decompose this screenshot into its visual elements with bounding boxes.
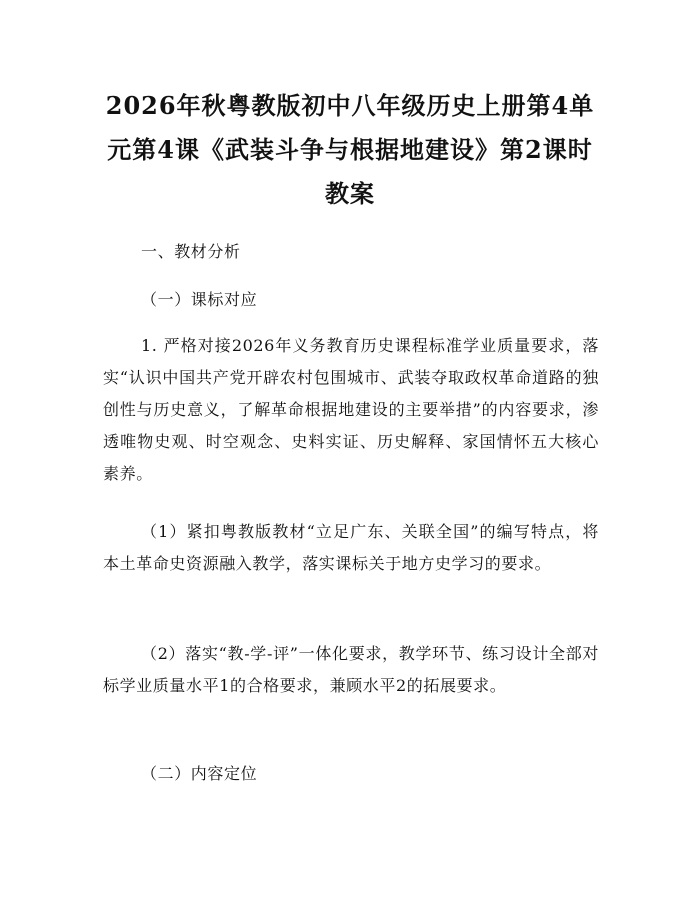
paragraph-point-2: （2）落实“教-学-评”一体化要求，教学环节、练习设计全部对标学业质量水平1的合格要求，兼顾水平2的拓展要求。 (103, 644, 599, 695)
section-heading-textbook-analysis: 一、教材分析 (141, 242, 241, 261)
document-title: 2026年秋粤教版初中八年级历史上册第4单元第4课《武装斗争与根据地建设》第2课时教案 (105, 91, 595, 208)
subsection-heading-content-positioning: （二）内容定位 (141, 764, 258, 783)
paragraph-item-1: 1. 严格对接2026年义务教育历史课程标准学业质量要求，落实“认识中国共产党开辟农村包围城市、武装夺取政权革命道路的独创性与历史意义，了解革命根据地建设的主要举措”的内容要求，渗透唯物史观、时空观念、史料实证、历史解释、家国情怀五大核心素养。 (103, 336, 599, 483)
subsection-heading-curriculum-standard: （一）课标对应 (141, 290, 258, 309)
paragraph-point-1: （1）紧扣粤教版教材“立足广东、关联全国”的编写特点，将本土革命史资源融入教学，落实课标关于地方史学习的要求。 (103, 522, 599, 573)
